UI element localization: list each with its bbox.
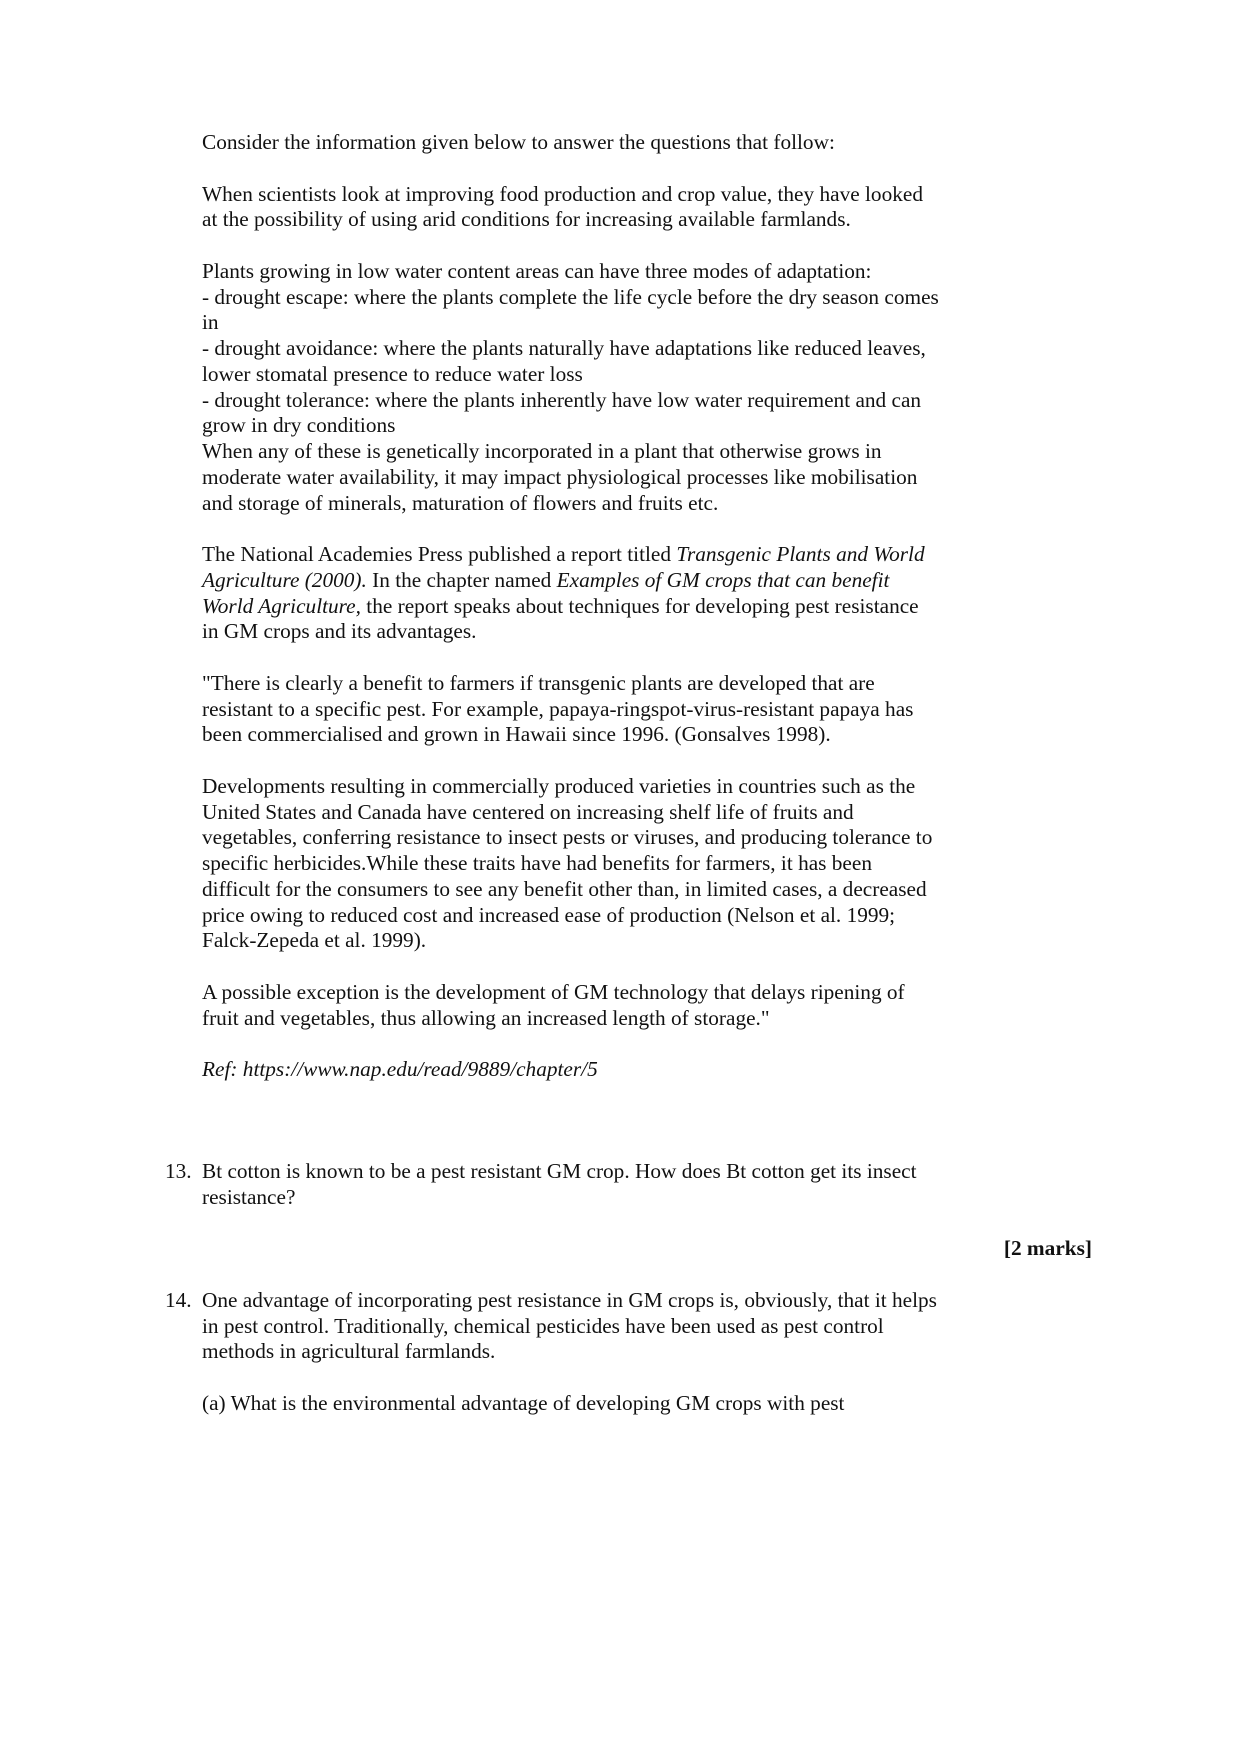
text-line: specific herbicides.While these traits have had benefits for farmers, it has been — [202, 851, 872, 875]
instruction-line: Consider the information given below to answer the questions that follow: — [202, 130, 835, 154]
text-line: Falck-Zepeda et al. 1999). — [202, 928, 427, 953]
text-line: fruit and vegetables, thus allowing an increased length of storage." — [202, 1005, 770, 1030]
question-text-line: methods in agricultural farmlands. — [202, 1339, 496, 1364]
list-item-drought-tolerance: - drought tolerance: where the plants inherently have low water requirement and can — [202, 387, 922, 412]
text-line — [202, 594, 1092, 620]
text-line: When scientists look at improving food production and crop value, they have looked — [202, 181, 923, 206]
text-line: grow in dry conditions — [202, 413, 396, 438]
report-title: Transgenic Plants and World — [676, 542, 925, 566]
text-line: in GM crops and its advantages. — [202, 619, 477, 644]
question-text-line: resistance? — [202, 1184, 296, 1209]
text-line: price owing to reduced cost and increased ease of production (Nelson et al. 1999; — [202, 902, 896, 927]
question-number: 13. — [165, 1159, 192, 1183]
question-13 — [165, 1159, 1092, 1211]
text-line: Plants growing in low water content areas can have three modes of adaptation: — [202, 258, 872, 283]
text-line: resistant to a specific pest. For example, papaya-ringspot-virus-resistant papaya has — [202, 696, 914, 721]
list-item-drought-avoidance: - drought avoidance: where the plants naturally have adaptations like reduced leaves, — [202, 336, 926, 360]
text-line: been commercialised and grown in Hawaii since 1996. (Gonsalves 1998). — [202, 722, 831, 747]
text-line — [202, 568, 1092, 594]
intro-paragraph — [202, 182, 1092, 234]
quote-paragraph-2 — [202, 774, 1092, 954]
question-text-line: Bt cotton is known to be a pest resistant GM crop. How does Bt cotton get its insect — [202, 1159, 917, 1183]
chapter-title-cont: World Agriculture, — [202, 593, 361, 618]
marks-label: [2 marks] — [1003, 1236, 1092, 1261]
subquestion-a: (a) What is the environmental advantage of developing GM crops with pest — [202, 1390, 845, 1415]
quote-paragraph-3 — [202, 980, 1092, 1032]
text-line: vegetables, conferring resistance to insect pests or viruses, and producing tolerance to — [202, 825, 933, 850]
text-span: the report speaks about techniques for developing pest resistance — [360, 593, 919, 618]
questions-section — [165, 1159, 1092, 1442]
report-paragraph — [202, 542, 1092, 645]
question-text-line: in pest control. Traditionally, chemical pesticides have been used as pest control — [202, 1313, 884, 1338]
reference-link-text: Ref: https://www.nap.edu/read/9889/chapter/5 — [202, 1057, 598, 1081]
passage — [202, 130, 1092, 1083]
text-line: moderate water availability, it may impact physiological processes like mobilisation — [202, 464, 918, 489]
list-item-drought-escape: - drought escape: where the plants complete the life cycle before the dry season comes — [202, 284, 939, 309]
text-line: in — [202, 310, 219, 335]
question-14 — [165, 1288, 1092, 1417]
question-text-line: One advantage of incorporating pest resistance in GM crops is, obviously, that it helps — [202, 1287, 937, 1312]
chapter-title: Examples of GM crops that can benefit — [556, 567, 890, 592]
text-span: The National Academies Press published a report titled — [202, 542, 677, 566]
text-line: at the possibility of using arid conditions for increasing available farmlands. — [202, 207, 851, 232]
adaptation-paragraph — [202, 259, 1092, 517]
report-title-cont: Agriculture (2000). — [202, 567, 367, 592]
text-line: When any of these is genetically incorporated in a plant that otherwise grows in — [202, 439, 882, 463]
text-line: "There is clearly a benefit to farmers if transgenic plants are developed that are — [202, 670, 875, 695]
text-line: A possible exception is the development of GM technology that delays ripening of — [202, 979, 905, 1004]
reference — [202, 1057, 1092, 1083]
text-line: lower stomatal presence to reduce water loss — [202, 361, 583, 386]
text-line: and storage of minerals, maturation of flowers and fruits etc. — [202, 490, 719, 515]
text-line: Developments resulting in commercially produced varieties in countries such as the — [202, 773, 916, 798]
text-line: difficult for the consumers to see any benefit other than, in limited cases, a decreased — [202, 876, 927, 901]
text-span: In the chapter named — [366, 567, 557, 592]
quote-paragraph-1 — [202, 671, 1092, 748]
text-line: United States and Canada have centered on increasing shelf life of fruits and — [202, 799, 854, 824]
instruction-text — [202, 130, 1092, 156]
question-number: 14. — [165, 1287, 192, 1312]
text-line — [202, 542, 1092, 568]
